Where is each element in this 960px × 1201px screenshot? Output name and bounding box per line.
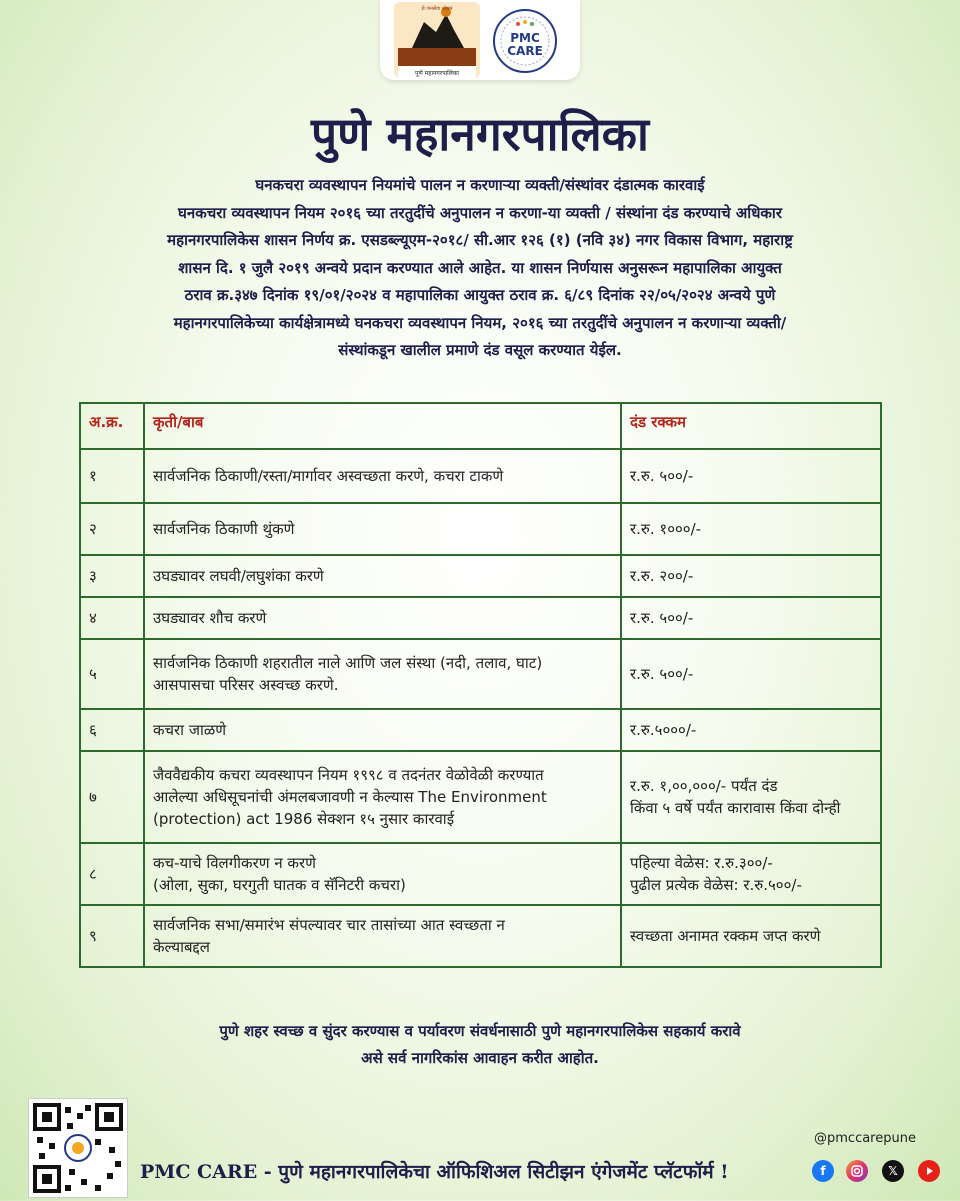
fine-line: पहिल्या वेळेस: र.रु.३००/- — [630, 854, 773, 872]
qr-code[interactable] — [28, 1098, 128, 1198]
intro-line: ठराव क्र.३४७ दिनांक १९/०१/२०२४ व महापालिका आयुक्त ठराव क्र. ६/८९ दिनांक २२/०५/२०२४ अन्वये पुणे — [184, 286, 776, 304]
youtube-icon[interactable] — [918, 1160, 940, 1182]
row-serial: ८ — [80, 843, 144, 905]
appeal-line: पुणे शहर स्वच्छ व सुंदर करण्यास व पर्यावरण संवर्धनासाठी पुणे महानगरपालिकेस सहकार्य करावे — [219, 1022, 741, 1040]
row-serial: २ — [80, 503, 144, 555]
row-serial: १ — [80, 449, 144, 503]
row-action — [144, 555, 621, 597]
row-action — [144, 639, 621, 709]
row-action — [144, 905, 621, 967]
row-fine — [621, 503, 881, 555]
row-action — [144, 449, 621, 503]
header-fine: दंड रक्कम — [621, 403, 881, 449]
action-line: जैववैद्यकीय कचरा व्यवस्थापन नियम १९९८ व तदनंतर वेळोवेळी करण्यात — [153, 766, 544, 784]
youtube-play-icon — [918, 1160, 940, 1182]
intro-line: घनकचरा व्यवस्थापन नियमांचे पालन न करणाऱ्या व्यक्ती/संस्थांवर दंडात्मक कारवाई — [255, 176, 705, 194]
fine-line: किंवा ५ वर्षे पर्यंत कारावास किंवा दोन्ही — [630, 799, 841, 817]
intro-line: संस्थांकडून खालील प्रमाणे दंड वसूल करण्यात येईल. — [338, 341, 622, 359]
pmc-care-logo — [492, 8, 558, 74]
action-line: सार्वजनिक ठिकाणी थुंकणे — [153, 520, 295, 538]
citizen-appeal — [60, 1018, 900, 1072]
row-fine — [621, 555, 881, 597]
row-fine — [621, 843, 881, 905]
action-line: आसपासचा परिसर अस्वच्छ करणे. — [153, 676, 339, 694]
fine-line: र.रु. २००/- — [630, 567, 694, 585]
table-row — [80, 843, 881, 905]
action-line: कचरा जाळणे — [153, 721, 227, 739]
action-line: सार्वजनिक ठिकाणी/रस्ता/मार्गावर अस्वच्छता करणे, कचरा टाकणे — [153, 467, 504, 485]
pmc-emblem-icon — [394, 2, 480, 78]
action-line: कच-याचे विलगीकरण न करणे — [153, 854, 316, 872]
action-line: (protection) act 1986 सेक्शन १५ नुसार कारवाई — [153, 810, 455, 828]
header-action: कृती/बाब — [144, 403, 621, 449]
facebook-icon[interactable]: f — [812, 1160, 834, 1182]
row-serial: ९ — [80, 905, 144, 967]
fine-line: र.रु. ५००/- — [630, 665, 694, 683]
table-row — [80, 503, 881, 555]
row-serial: ७ — [80, 751, 144, 843]
table-row — [80, 639, 881, 709]
action-line: आलेल्या अधिसूचनांची अंमलबजावणी न केल्यास The Environment — [153, 788, 547, 806]
pmc-logo-caption: पुणे महानगरपालिका — [415, 70, 459, 77]
row-fine — [621, 639, 881, 709]
fine-line: र.रु. ५००/- — [630, 609, 694, 627]
logo-card — [380, 0, 580, 80]
fine-line: र.रु.५०००/- — [630, 721, 697, 739]
action-line: सार्वजनिक ठिकाणी शहरातील नाले आणि जल संस्था (नदी, तलाव, घाट) — [153, 654, 543, 672]
table-body — [80, 449, 881, 967]
intro-paragraph — [88, 172, 872, 365]
table-row — [80, 751, 881, 843]
fine-table — [79, 402, 882, 968]
fine-line: पुढील प्रत्येक वेळेस: र.रु.५००/- — [630, 876, 802, 894]
row-serial: ४ — [80, 597, 144, 639]
table-row — [80, 709, 881, 751]
table-row — [80, 905, 881, 967]
row-fine — [621, 709, 881, 751]
fine-line: र.रु. ५००/- — [630, 467, 694, 485]
row-serial: ६ — [80, 709, 144, 751]
fine-line: र.रु. १,००,०००/- पर्यंत दंड — [630, 777, 778, 795]
table-row — [80, 449, 881, 503]
platform-line: PMC CARE - पुणे महानगरपालिकेचा ऑफिशिअल सिटीझन एंगेजमेंट प्लॅटफॉर्म ! — [140, 1161, 729, 1183]
row-action — [144, 503, 621, 555]
table-row — [80, 597, 881, 639]
row-action — [144, 751, 621, 843]
fine-line: स्वच्छता अनामत रक्कम जप्त करणे — [630, 927, 821, 945]
pmc-motto: ज्ञे जनसेवा ध्येयम — [421, 6, 453, 12]
x-icon[interactable]: 𝕏 — [882, 1160, 904, 1182]
action-line: केल्याबद्दल — [153, 938, 210, 956]
qr-code-icon — [29, 1099, 127, 1197]
action-line: उघड्यावर लघवी/लघुशंका करणे — [153, 567, 324, 585]
instagram-icon[interactable] — [846, 1160, 868, 1182]
row-action — [144, 843, 621, 905]
intro-line: महानगरपालिकेच्या कार्यक्षेत्रामध्ये घनकचरा व्यवस्थापन नियम, २०१६ च्या तरतुदींचे अनुपालन न करणाऱ्या व्यक्ती/ — [173, 313, 787, 332]
row-serial: ३ — [80, 555, 144, 597]
row-fine — [621, 449, 881, 503]
appeal-line: असे सर्व नागरिकांस आवाहन करीत आहोत. — [361, 1049, 599, 1067]
intro-line: घनकचरा व्यवस्थापन नियम २०१६ च्या तरतुदींचे अनुपालन न करणा-या व्यक्ती / संस्थांना दंड करण्याचे अधिकार — [178, 203, 782, 222]
table-row — [80, 555, 881, 597]
page-title: पुणे महानगरपालिका — [311, 107, 649, 161]
action-line: (ओला, सुका, घरगुती घातक व सॅनिटरी कचरा) — [153, 876, 406, 894]
row-fine — [621, 905, 881, 967]
fine-line: र.रु. १०००/- — [630, 520, 702, 538]
intro-line: महानगरपालिकेस शासन निर्णय क्र. एसडब्ल्यूएम-२०१८/ सी.आर १२६ (१) (नवि ३४) नगर विकास विभाग, महाराष्ट्र — [167, 231, 793, 249]
action-line: सार्वजनिक सभा/समारंभ संपल्यावर चार तासांच्या आत स्वच्छता न — [153, 916, 505, 934]
row-fine — [621, 751, 881, 843]
row-action — [144, 709, 621, 751]
pmc-care-logo-text: PMC CARE — [507, 31, 543, 58]
row-fine — [621, 597, 881, 639]
social-handle[interactable]: @pmccarepune — [814, 1131, 916, 1146]
row-action — [144, 597, 621, 639]
header-serial: अ.क्र. — [80, 403, 144, 449]
action-line: उघड्यावर शौच करणे — [153, 609, 267, 627]
instagram-glyph-icon — [846, 1160, 868, 1182]
row-serial: ५ — [80, 639, 144, 709]
intro-line: शासन दि. १ जुलै २०१९ अन्वये प्रदान करण्यात आले आहेत. या शासन निर्णयास अनुसरून महापालिका आयुक्त — [178, 258, 782, 277]
table-header-row — [80, 403, 881, 449]
